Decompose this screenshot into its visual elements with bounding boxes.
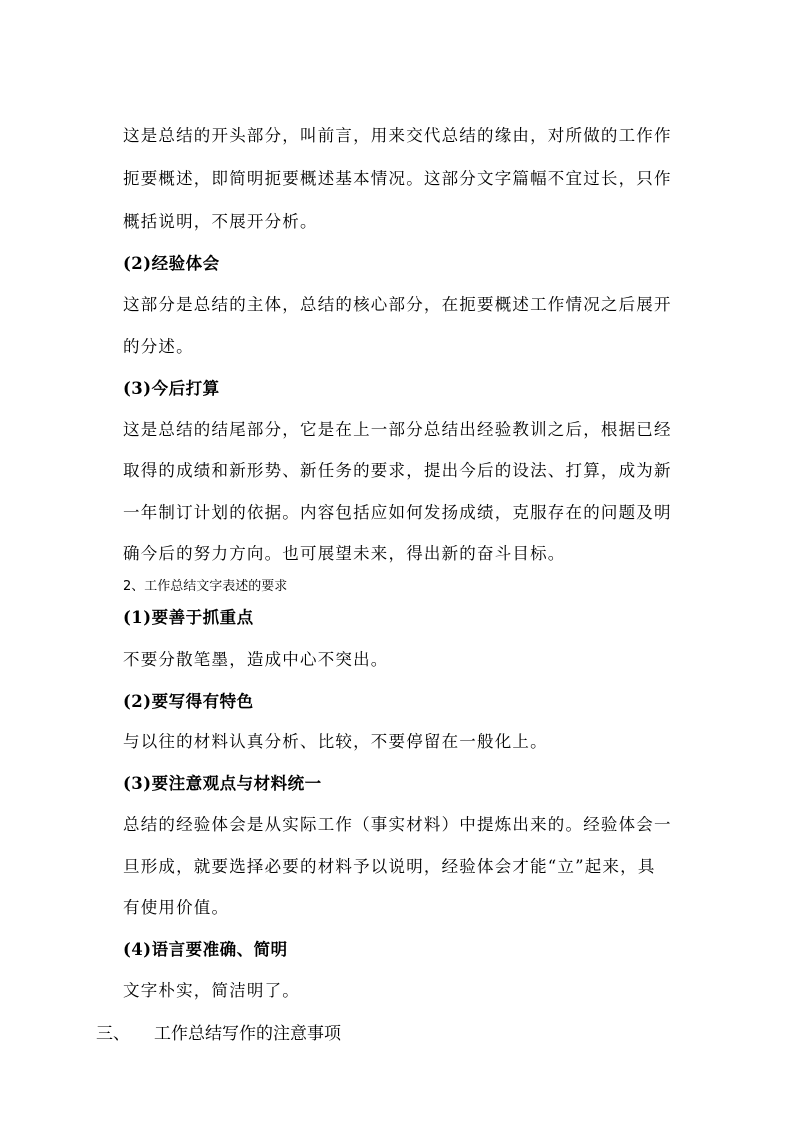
body-text-line: 这是总结的开头部分，叫前言，用来交代总结的缘由，对所做的工作作 [123,126,672,145]
subheading: (3)今后打算 [123,379,220,398]
section-number: 三、 [96,1024,130,1044]
body-text-line: 这部分是总结的主体，总结的核心部分，在扼要概述工作情况之后展开 [123,295,672,314]
body-text-line: 取得的成绩和新形势、新任务的要求，提出今后的设法、打算，成为新 [123,461,672,480]
body-text-line: 扼要概述，即简明扼要概述基本情况。这部分文字篇幅不宜过长，只作 [123,169,672,188]
body-text-line: 概括说明，不展开分析。 [123,212,318,231]
body-text-line: 文字朴实，简洁明了。 [123,981,300,1000]
subheading: (2)要写得有特色 [123,692,254,711]
body-text-line: 与以往的材料认真分析、比较，不要停留在一般化上。 [123,732,548,751]
body-text-line: 一年制订计划的依据。内容包括应如何发扬成绩，克服存在的问题及明 [123,503,672,522]
body-text-line: 不要分散笔墨，造成中心不突出。 [123,650,389,669]
subheading: (3)要注意观点与材料统一 [123,774,322,793]
body-text-line: 这是总结的结尾部分，它是在上一部分总结出经验教训之后，根据已经 [123,420,672,439]
subheading: (1)要善于抓重点 [123,608,254,627]
subheading: (2)经验体会 [123,254,220,273]
body-text-line: 总结的经验体会是从实际工作（事实材料）中提炼出来的。经验体会一 [123,815,672,834]
section-heading [96,1019,341,1044]
body-text-line: 旦形成，就要选择必要的材料予以说明，经验体会才能“立”起来，具 [123,857,656,876]
body-text-line: 有使用价值。 [123,898,230,917]
subheading: (4)语言要准确、简明 [123,940,288,959]
body-text-line: 确今后的努力方向。也可展望未来，得出新的奋斗目标。 [123,544,566,563]
body-text-line: 的分述。 [123,337,194,356]
section-subtitle: 2、工作总结文字表述的要求 [123,579,288,594]
section-title: 工作总结写作的注意事项 [154,1024,341,1044]
